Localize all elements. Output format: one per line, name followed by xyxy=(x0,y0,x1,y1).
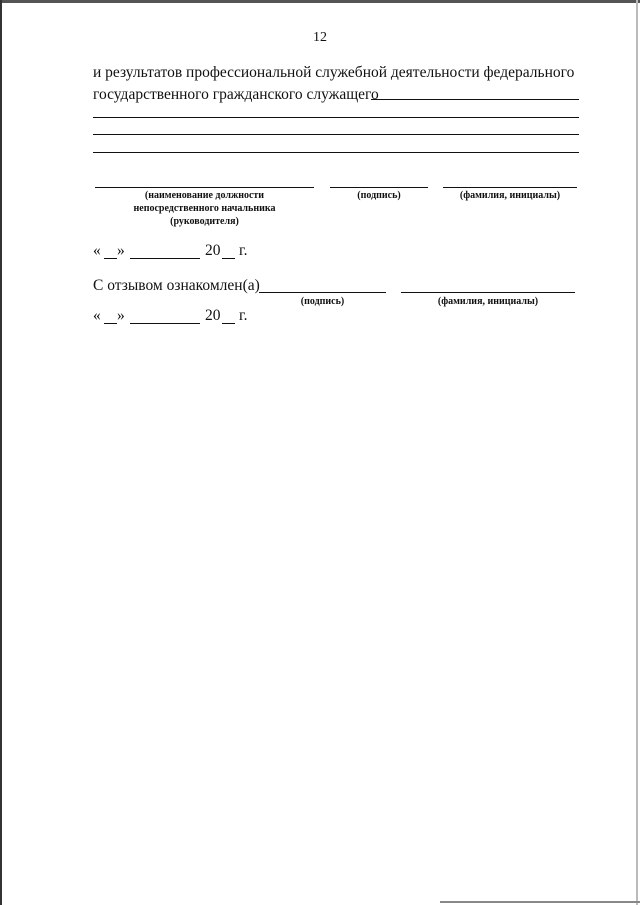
scan-edge-left xyxy=(0,0,2,905)
ack-name-line xyxy=(401,292,575,293)
fill-line-after-servant xyxy=(371,99,579,100)
name-line xyxy=(443,187,577,188)
date1-day-line xyxy=(104,258,117,259)
acknowledgement-label: С отзывом ознакомлен(а) xyxy=(93,277,260,294)
date1-year-suffix: г. xyxy=(239,242,248,259)
date2-day-line xyxy=(104,323,117,324)
scan-edge-top xyxy=(0,0,640,3)
ack-signature-caption: (подпись) xyxy=(300,296,345,307)
signature-line xyxy=(330,187,428,188)
date1-month-line xyxy=(130,258,200,259)
position-caption-2: непосредственного начальника xyxy=(133,203,276,214)
date1-open-quote: « xyxy=(93,242,101,259)
body-line-1: и результатов профессиональной служебной деятельности федерального xyxy=(93,64,575,81)
date1-year-line xyxy=(222,258,235,259)
fill-line-3 xyxy=(93,152,579,153)
date2-year-suffix: г. xyxy=(239,307,248,324)
fill-line-2 xyxy=(93,134,579,135)
date1-close-quote: » xyxy=(117,242,125,259)
date2-year-line xyxy=(222,323,235,324)
date2-close-quote: » xyxy=(117,307,125,324)
signature-caption: (подпись) xyxy=(357,190,401,201)
date2-open-quote: « xyxy=(93,307,101,324)
fill-line-1 xyxy=(93,117,579,118)
scan-edge-right xyxy=(636,0,638,905)
ack-name-caption: (фамилия, инициалы) xyxy=(437,296,539,307)
position-line xyxy=(95,187,314,188)
name-caption: (фамилия, инициалы) xyxy=(459,190,561,201)
scan-edge-bottom xyxy=(440,901,640,903)
body-line-2: государственного гражданского служащего xyxy=(93,86,379,103)
date2-month-line xyxy=(130,323,200,324)
page-number: 12 xyxy=(313,30,327,45)
position-caption-1: (наименование должности xyxy=(144,190,265,201)
position-caption-3: (руководителя) xyxy=(170,216,239,227)
ack-signature-line xyxy=(259,292,386,293)
date1-year-prefix: 20 xyxy=(205,242,221,259)
date2-year-prefix: 20 xyxy=(205,307,221,324)
